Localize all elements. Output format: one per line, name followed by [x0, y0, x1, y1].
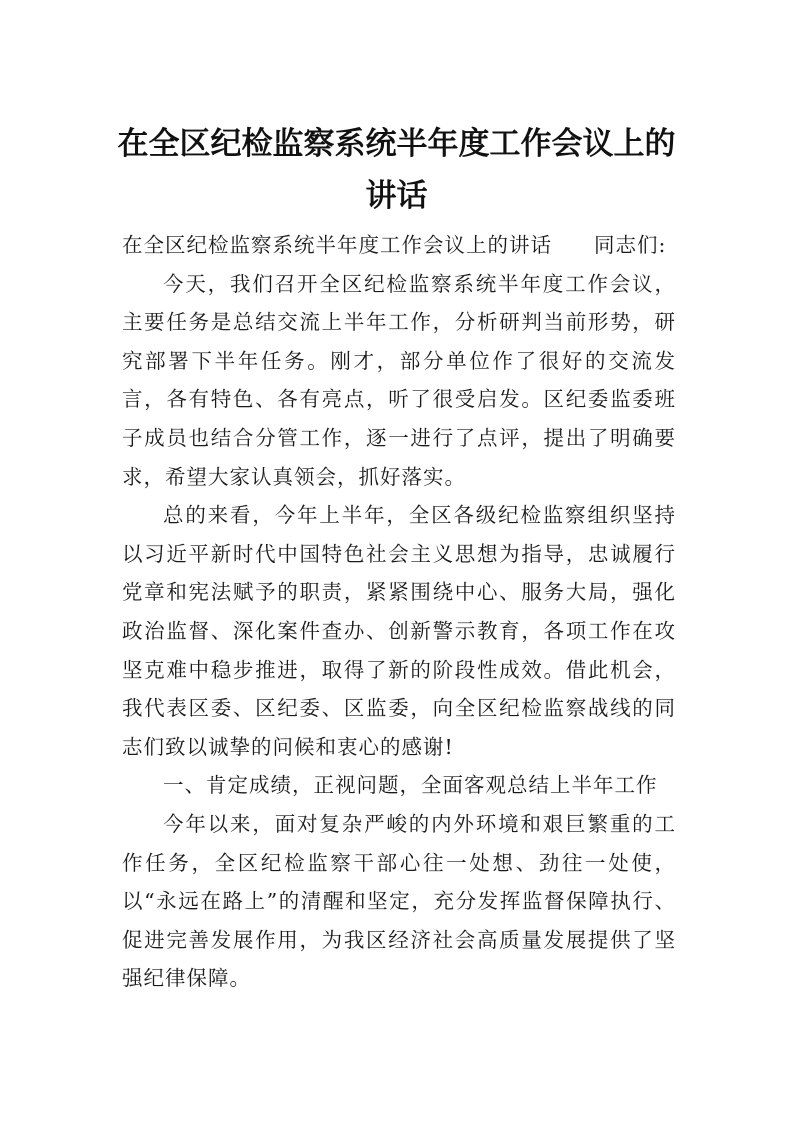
salutation: 同志们:: [594, 233, 667, 257]
paragraph-2: 总的来看，今年上半年，全区各级纪检监察组织坚持以习近平新时代中国特色社会主义思想为指导，忠诚履行党章和宪法赋予的职责，紧紧围绕中心、服务大局，强化政治监督、深化案件查办、创新警示教育，各项工作在攻坚克难中稳步推进，取得了新的阶段性成效。借此机会，我代表区委、区纪委、区监委，向全区纪检监察战线的同志们致以诚挚的问候和衷心的感谢!: [122, 503, 676, 759]
document-body: [122, 226, 676, 998]
section-heading-1: 一、肯定成绩，正视问题，全面客观总结上半年工作: [163, 773, 658, 798]
document-title-line-1: 在全区纪检监察系统半年度工作会议上的: [117, 126, 676, 162]
document-title: [100, 118, 693, 222]
intro-title: 在全区纪检监察系统半年度工作会议上的讲话: [122, 233, 552, 257]
intro-line: [122, 226, 676, 265]
paragraph-3: 今年以来，面对复杂严峻的内外环境和艰巨繁重的工作任务，全区纪检监察干部心往一处想、劲往一处使，以“永远在路上”的清醒和坚定，充分发挥监督保障执行、促进完善发展作用，为我区经济社会高质量发展提供了坚强纪律保障。: [122, 811, 676, 991]
paragraph-1: 今天，我们召开全区纪检监察系统半年度工作会议，主要任务是总结交流上半年工作，分析研判当前形势，研究部署下半年任务。刚才，部分单位作了很好的交流发言，各有特色、各有亮点，听了很受启发。区纪委监委班子成员也结合分管工作，逐一进行了点评，提出了明确要求，希望大家认真领会，抓好落实。: [122, 271, 676, 489]
document-title-line-2: 讲话: [365, 178, 428, 214]
